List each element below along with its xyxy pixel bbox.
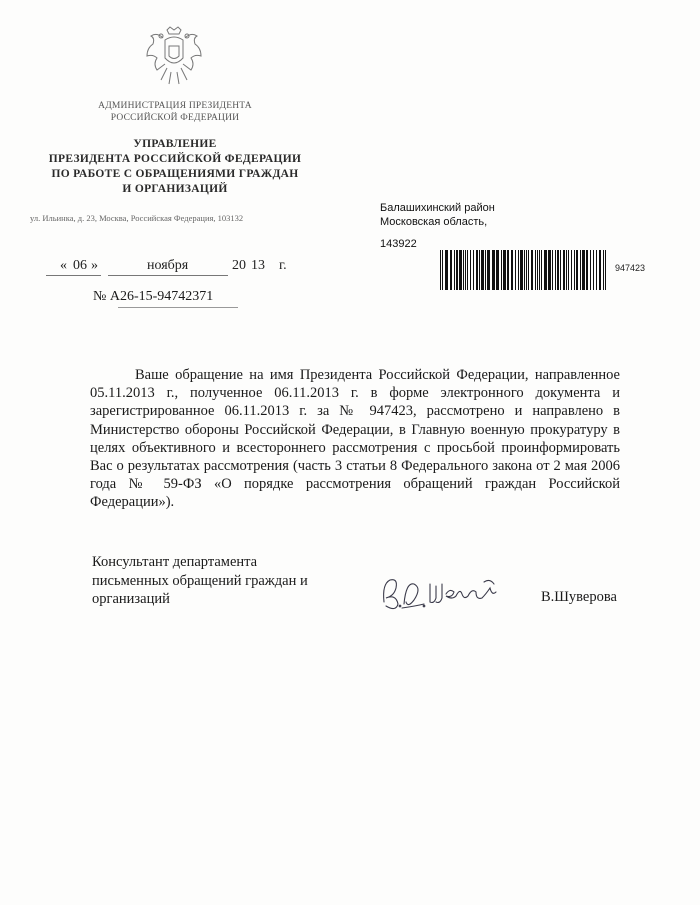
barcode-bar — [537, 250, 538, 290]
barcode-bar — [535, 250, 536, 290]
barcode-bar — [520, 250, 523, 290]
date-close-quote: » — [91, 258, 98, 273]
barcode-bar — [560, 250, 561, 290]
barcode-bar — [463, 250, 464, 290]
recipient-line-2: Московская область, — [380, 216, 488, 228]
dept-line-2: ПРЕЗИДЕНТА РОССИЙСКОЙ ФЕДЕРАЦИИ — [48, 153, 302, 165]
barcode-bar — [599, 250, 601, 290]
barcode-bar — [467, 250, 468, 290]
date-open-quote: « — [60, 258, 67, 273]
barcode-bar — [582, 250, 585, 290]
barcode-bar — [450, 250, 452, 290]
date-month: ноября — [147, 258, 189, 273]
letter-body: Ваше обращение на имя Президента Российской Федерации, направленное 05.11.2013 г., полученное 06.11.2013 г. в форме электронного документа и зарегистрированное 06.11.2013 г. за № 947423, рассмотрено и направлено в Министерство обороны Российской Федерации, в Главную военную прокуратуру в целях объективного и всестороннего рассмотрения с просьбой проинформировать Вас о результатах рассмотрения (часть 3 статьи 8 Федерального закона от 2 мая 2006 года № 59-ФЗ «О порядке рассмотрения обращений граждан Российской Федерации»). — [90, 367, 620, 511]
barcode-bar — [571, 250, 572, 290]
barcode-bar — [541, 250, 542, 290]
barcode-bar — [528, 250, 529, 290]
reference-prefix: № — [93, 289, 107, 304]
barcode-bar — [580, 250, 581, 290]
barcode-bar — [479, 250, 480, 290]
barcode-bar — [507, 250, 509, 290]
reference-value: А26-15-94742371 — [109, 289, 214, 304]
dept-line-4: И ОРГАНИЗАЦИЙ — [122, 183, 228, 195]
double-headed-eagle-emblem-icon — [145, 26, 203, 88]
signer-name: В.Шуверова — [541, 589, 617, 605]
barcode-bar — [518, 250, 519, 290]
barcode-bar — [574, 250, 575, 290]
barcode-bar — [501, 250, 502, 290]
barcode-bar — [476, 250, 478, 290]
barcode-bar — [548, 250, 551, 290]
agency-line-2: РОССИЙСКОЙ ФЕДЕРАЦИИ — [110, 113, 240, 123]
barcode-bar — [515, 250, 516, 290]
barcode-bar — [442, 250, 443, 290]
barcode-bar — [544, 250, 547, 290]
barcode-bar — [568, 250, 569, 290]
barcode-bar — [440, 250, 441, 290]
recipient-line-1: Балашихинский район — [380, 202, 495, 214]
barcode-bar — [526, 250, 527, 290]
recipient-address — [380, 201, 660, 251]
barcode-bar — [481, 250, 484, 290]
agency-line-1: АДМИНИСТРАЦИЯ ПРЕЗИДЕНТА — [98, 101, 252, 111]
reference-number — [93, 289, 213, 305]
barcode-bar — [454, 250, 455, 290]
signer-position-line-3: организаций — [92, 591, 170, 607]
barcode-bar — [511, 250, 513, 290]
barcode-bar — [473, 250, 474, 290]
date-month-underline — [108, 275, 228, 276]
barcode-bar — [590, 250, 591, 290]
department-name — [40, 137, 310, 197]
barcode-bar — [492, 250, 495, 290]
barcode-bar — [445, 250, 448, 290]
barcode-bar — [557, 250, 559, 290]
barcode-bar — [465, 250, 466, 290]
barcode-bar — [593, 250, 594, 290]
barcode-bar — [487, 250, 490, 290]
signer-position-line-1: Консультант департамента — [92, 554, 258, 570]
handwritten-signature — [380, 572, 500, 612]
agency-name — [80, 100, 270, 124]
barcode-bar — [563, 250, 565, 290]
date-day: 06 — [73, 258, 87, 273]
barcode-bar — [603, 250, 604, 290]
date-day-underline — [46, 275, 101, 276]
barcode-bar — [524, 250, 525, 290]
barcode-bar — [539, 250, 540, 290]
dept-line-3: ПО РАБОТЕ С ОБРАЩЕНИЯМИ ГРАЖДАН — [51, 168, 299, 180]
barcode-bar — [531, 250, 533, 290]
barcode-image — [440, 250, 608, 290]
barcode-bar — [470, 250, 471, 290]
signer-position-line-2: письменных обращений граждан и — [92, 572, 308, 589]
sender-address: ул. Ильинка, д. 23, Москва, Российская Федерация, 103132 — [30, 213, 244, 223]
barcode-bar — [596, 250, 597, 290]
reference-underline — [118, 307, 238, 308]
date-year-unit: г. — [279, 258, 287, 273]
dept-line-1: УПРАВЛЕНИЕ — [133, 138, 217, 150]
barcode-bar — [496, 250, 499, 290]
barcode-bar — [456, 250, 458, 290]
barcode-bar — [586, 250, 588, 290]
date-year-prefix: 20 — [232, 258, 246, 273]
barcode-bar — [503, 250, 506, 290]
barcode-bar — [576, 250, 578, 290]
signer-position — [92, 553, 362, 609]
barcode-bar — [555, 250, 556, 290]
barcode-bar — [566, 250, 567, 290]
barcode-bar — [552, 250, 553, 290]
barcode-bar — [485, 250, 486, 290]
barcode-bar — [605, 250, 606, 290]
recipient-postal-code: 143922 — [380, 238, 417, 250]
barcode-number: 947423 — [615, 263, 646, 273]
barcode-bar — [459, 250, 462, 290]
date-year-suffix: 13 — [251, 258, 265, 273]
